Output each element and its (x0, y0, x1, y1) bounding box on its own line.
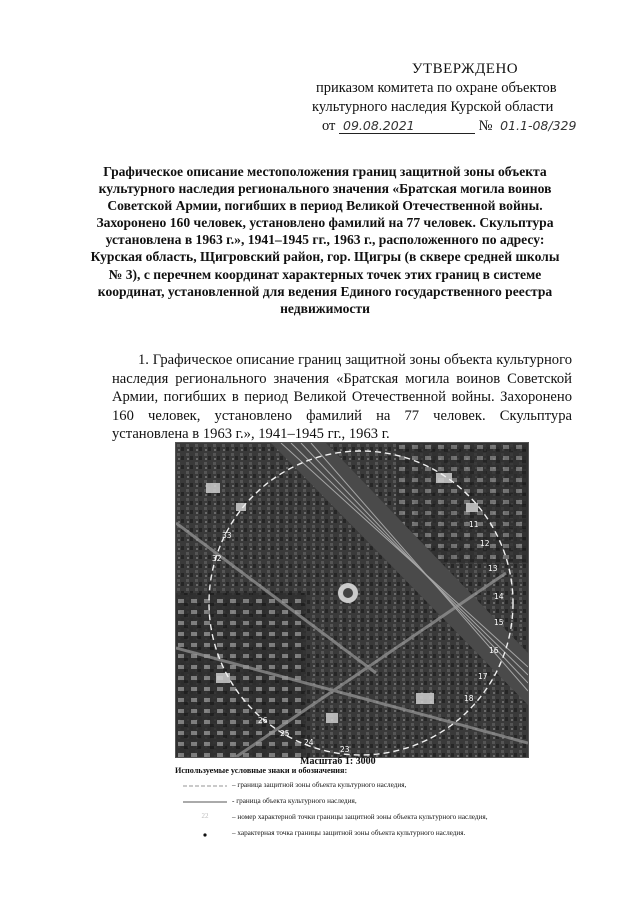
legend-item (175, 795, 575, 811)
legend-item (175, 827, 575, 843)
point-label: 17 (478, 672, 488, 681)
point-label: 18 (464, 694, 474, 703)
point-label: 15 (494, 618, 504, 627)
point-label: 14 (494, 592, 504, 601)
point-label: 25 (280, 729, 290, 738)
legend-item-text: – характерная точка границы защитной зоны объекта культурного наследия. (232, 829, 466, 837)
approval-line-1: приказом комитета по охране объектов (316, 80, 557, 96)
handwritten-date: 09.08.2021 (339, 118, 475, 134)
approval-heading: УТВЕРЖДЕНО (411, 61, 519, 77)
date-prefix: от (322, 118, 336, 134)
point-number-sample: 22 (201, 812, 209, 820)
approval-date-row (312, 117, 612, 136)
handwritten-number: 01.1-08/329 (500, 118, 577, 133)
aerial-map (175, 442, 529, 758)
legend-item-text: – граница защитной зоны объекта культурного наследия, (232, 781, 407, 789)
point-label: 26 (258, 716, 268, 725)
object-boundary-symbol (183, 795, 227, 807)
legend-title: Используемые условные знаки и обозначения: (175, 766, 348, 775)
point-label: 24 (304, 738, 314, 747)
legend-item (175, 811, 575, 827)
aerial-photo (176, 443, 528, 757)
document-title: Графическое описание местоположения границ защитной зоны объекта культурного наследия регионального значения «Братская могила воинов Советской Армии, погибших в период Великой Отечественной войны. Захоронено 160 человек, установлено фамилий на 77 человек. Скульптура установлена в 1963 г.», 1941–1945 гг., 1963 г., расположенного по адресу: Курская область, Щигровский район, гор. Щигры (в сквере средней школы № 3), с перечнем координат характерных точек этих границ в системе координат, установленной для ведения Единого государственного реестра недвижимости (90, 164, 560, 316)
number-prefix: № (478, 118, 493, 134)
point-label: 16 (489, 646, 499, 655)
point-label: 11 (469, 520, 479, 529)
map-scale: Масштаб 1: 3000 (300, 756, 376, 767)
legend-item-text: – номер характерной точки границы защитной зоны объекта культурного наследия, (232, 813, 488, 821)
approval-stamp (312, 60, 612, 136)
point-label: 33 (222, 531, 232, 540)
legend-item-text: - граница объекта культурного наследия, (232, 797, 357, 805)
paragraph-1: 1. Графическое описание границ защитной зоны объекта культурного наследия регионального значения «Братская могила воинов Советской Армии, погибших в период Великой Отечественной войны. Захоронено 160 человек, установлено фамилий на 77 человек. Скульптура установлена в 1963 г.», 1941–1945 гг., 1963 г. (112, 352, 572, 443)
boundary-point-symbol (183, 827, 227, 839)
point-label: 32 (212, 554, 222, 563)
point-label: 12 (480, 539, 490, 548)
approval-line-2: культурного наследия Курской области (312, 99, 554, 115)
point-label: 23 (340, 745, 350, 754)
legend-item (175, 779, 575, 795)
zone-boundary-symbol (183, 779, 227, 791)
point-label: 13 (488, 564, 498, 573)
